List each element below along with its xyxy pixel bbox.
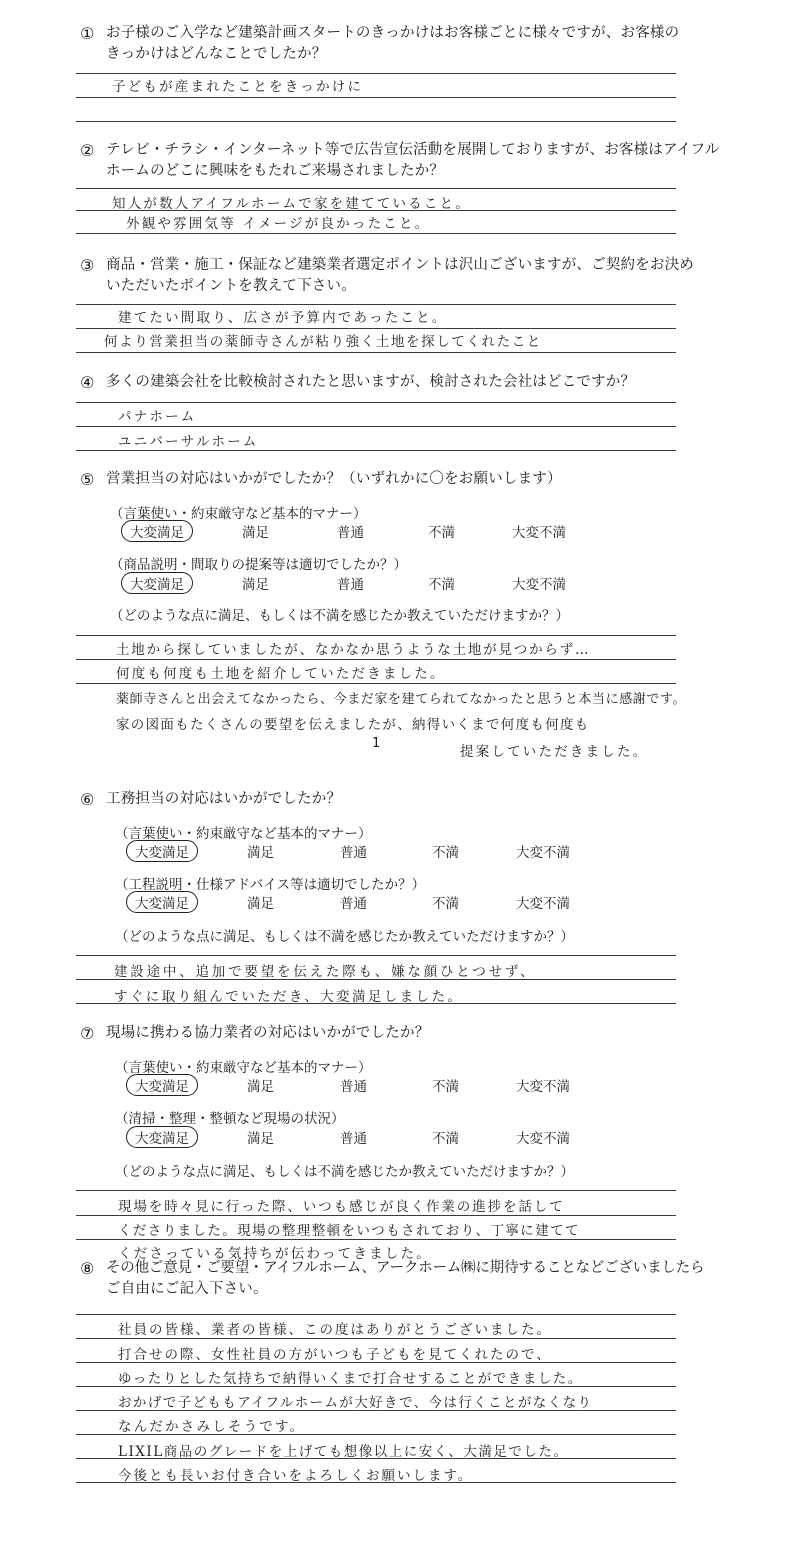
rating-option[interactable]: 普通: [340, 1131, 367, 1147]
rating-criterion: （言葉使い・約束厳守など基本的マナー）: [115, 826, 372, 842]
handwritten-answer: くださっている気持ちが伝わってきました。: [118, 1246, 432, 1262]
answer-line: [76, 683, 676, 684]
answer-line: [76, 1003, 676, 1004]
handwritten-answer: 薬師寺さんと出会えてなかったら、今まだ家を建てられてなかったと思うと本当に感謝です。: [116, 692, 687, 707]
question-text: ご自由にご記入下さい。: [106, 1281, 268, 1297]
answer-line: [76, 1239, 676, 1240]
handwritten-answer: くださりました。現場の整理整頓をいつもされており、丁寧に建てて: [118, 1223, 580, 1239]
handwritten-answer: 現場を時々見に行った際、いつも感じが良く作業の進捗を話して: [118, 1199, 565, 1215]
rating-criterion: （言葉使い・約束厳守など基本的マナー）: [115, 1060, 372, 1076]
answer-line: [76, 1338, 676, 1339]
answer-line: [76, 1190, 676, 1191]
question-text: 営業担当の対応はいかがでしたか？（いずれかに〇をお願いします）: [106, 471, 562, 487]
rating-option[interactable]: 満足: [242, 577, 269, 593]
handwritten-answer: 知人が数人アイフルホームで家を建てていること。: [112, 196, 471, 212]
rating-criterion: （清掃・整理・整頓など現場の状況）: [115, 1111, 345, 1127]
comment-prompt: （どのような点に満足、もしくは不満を感じたか教えていただけますか？）: [110, 608, 569, 624]
question-text: 多くの建築会社を比較検討されたと思いますが、検討された会社はどこですか？: [106, 374, 636, 390]
handwritten-answer: 建てたい間取り、広さが予算内であったこと。: [118, 310, 448, 326]
rating-option[interactable]: 普通: [340, 845, 367, 861]
handwritten-answer: ユニバーサルホーム: [118, 434, 259, 450]
answer-line: [76, 450, 676, 451]
answer-line: [76, 1434, 676, 1435]
rating-option-selected[interactable]: 大変満足: [126, 840, 198, 862]
rating-option[interactable]: 大変不満: [516, 896, 570, 912]
rating-option[interactable]: 満足: [247, 1079, 274, 1095]
rating-option[interactable]: 大変不満: [512, 525, 566, 541]
answer-line: [76, 210, 676, 211]
rating-option[interactable]: 不満: [432, 1079, 459, 1095]
rating-criterion: （工程説明・仕様アドバイス等は適切でしたか？）: [115, 877, 426, 893]
answer-line: [76, 328, 676, 329]
rating-option[interactable]: 満足: [247, 845, 274, 861]
handwritten-answer: LIXIL商品のグレードを上げても想像以上に安く、大満足でした。: [118, 1444, 569, 1460]
question-text: いただいたポイントを教えて下さい。: [106, 278, 356, 294]
rating-option[interactable]: 満足: [247, 1131, 274, 1147]
rating-option[interactable]: 不満: [432, 845, 459, 861]
handwritten-answer: すぐに取り組んでいただき、大変満足しました。: [114, 989, 464, 1005]
rating-option[interactable]: 普通: [337, 577, 364, 593]
rating-option[interactable]: 大変不満: [516, 1079, 570, 1095]
handwritten-answer: 何度も何度も土地を紹介していただきました。: [116, 666, 446, 682]
rating-option[interactable]: 満足: [247, 896, 274, 912]
answer-line: [76, 635, 676, 636]
answer-line: [76, 402, 676, 403]
question-text: その他ご意見・ご要望・アイフルホーム、アークホーム㈱に期待することなどございましたら: [106, 1260, 705, 1276]
question-text: 現場に携わる協力業者の対応はいかがでしたか？: [106, 1025, 430, 1041]
handwritten-answer: なんだかさみしそうです。: [118, 1419, 306, 1435]
answer-line: [76, 352, 676, 353]
handwritten-answer: パナホーム: [118, 409, 197, 425]
answer-line: [76, 1215, 676, 1216]
handwritten-answer: 外観や雰囲気等 イメージが良かったこと。: [126, 216, 431, 232]
answer-line: [76, 304, 676, 305]
rating-criterion: （言葉使い・約束厳守など基本的マナー）: [110, 506, 367, 522]
rating-option[interactable]: 大変不満: [512, 577, 566, 593]
question-number: ⑤: [80, 470, 95, 489]
rating-option[interactable]: 満足: [242, 525, 269, 541]
question-number: ⑦: [80, 1024, 95, 1043]
handwritten-answer: 打合せの際、女性社員の方がいつも子どもを見てくれたので、: [118, 1347, 552, 1363]
answer-line: [76, 1314, 676, 1315]
handwritten-answer: 子どもが産まれたことをきっかけに: [112, 79, 364, 95]
question-text: お子様のご入学など建築計画スタートのきっかけはお客様ごとに様々ですが、お客様の: [106, 25, 680, 41]
answer-line: [76, 426, 676, 427]
rating-option-selected[interactable]: 大変満足: [126, 1126, 198, 1148]
rating-criterion: （商品説明・間取りの提案等は適切でしたか？）: [110, 557, 407, 573]
rating-option[interactable]: 普通: [340, 896, 367, 912]
rating-option[interactable]: 不満: [432, 1131, 459, 1147]
answer-line: [76, 233, 676, 234]
rating-option[interactable]: 普通: [337, 525, 364, 541]
rating-option[interactable]: 大変不満: [516, 845, 570, 861]
rating-option-selected[interactable]: 大変満足: [121, 520, 193, 542]
rating-option[interactable]: 不満: [428, 577, 455, 593]
answer-line: [76, 659, 676, 660]
question-number: ②: [80, 141, 95, 160]
question-text: 工務担当の対応はいかがでしたか？: [106, 791, 342, 807]
rating-option-selected[interactable]: 大変満足: [126, 1074, 198, 1096]
rating-option[interactable]: 大変不満: [516, 1131, 570, 1147]
handwritten-answer: 今後とも長いお付き合いをよろしくお願いします。: [118, 1468, 474, 1484]
handwritten-answer: 何より営業担当の薬師寺さんが粘り強く土地を探してくれたこと: [104, 334, 542, 350]
answer-line: [76, 979, 676, 980]
rating-option-selected[interactable]: 大変満足: [126, 891, 198, 913]
answer-line: [76, 73, 676, 74]
rating-option[interactable]: 不満: [428, 525, 455, 541]
answer-line: [76, 955, 676, 956]
answer-line: [76, 1386, 676, 1387]
answer-line: [76, 1482, 676, 1483]
handwritten-answer: 土地から探していましたが、なかなか思うような土地が見つからず…: [116, 642, 591, 658]
question-number: ⑥: [80, 790, 95, 809]
handwritten-answer: 社員の皆様、業者の皆様、この度はありがとうございました。: [118, 1322, 552, 1338]
answer-line: [76, 1362, 676, 1363]
question-text: テレビ・チラシ・インターネット等で広告宣伝活動を展開しておりますが、お客様はアイフル: [106, 142, 720, 158]
question-number: ③: [80, 256, 95, 275]
answer-line: [76, 97, 676, 98]
comment-prompt: （どのような点に満足、もしくは不満を感じたか教えていただけますか？）: [115, 929, 574, 945]
handwritten-answer: 家の図面もたくさんの要望を伝えましたが、納得いくまで何度も何度も: [116, 717, 590, 733]
handwritten-answer: おかげで子どももアイフルホームが大好きで、今は行くことがなくなり: [118, 1395, 593, 1411]
answer-line: [76, 1410, 676, 1411]
handwritten-answer: ゆったりとした気持ちで納得いくまで打合せすることができました。: [118, 1371, 583, 1387]
comment-prompt: （どのような点に満足、もしくは不満を感じたか教えていただけますか？）: [115, 1164, 574, 1180]
answer-line: [76, 121, 676, 122]
question-text: ホームのどこに興味をもたれご来場されましたか？: [106, 163, 445, 179]
page-mark: 1: [372, 736, 381, 751]
handwritten-answer: 提案していただきました。: [460, 744, 649, 760]
question-number: ①: [80, 24, 95, 43]
rating-option-selected[interactable]: 大変満足: [121, 572, 193, 594]
question-text: 商品・営業・施工・保証など建築業者選定ポイントは沢山ございますが、ご契約をお決め: [106, 257, 694, 273]
handwritten-answer: 建設途中、追加で要望を伝えた際も、嫌な顔ひとつせず、: [114, 964, 537, 980]
question-number: ④: [80, 373, 95, 392]
question-number: ⑧: [80, 1259, 95, 1278]
rating-option[interactable]: 不満: [432, 896, 459, 912]
answer-line: [76, 1458, 676, 1459]
rating-option[interactable]: 普通: [340, 1079, 367, 1095]
answer-line: [76, 188, 676, 189]
question-text: きっかけはどんなことでしたか？: [106, 46, 327, 62]
